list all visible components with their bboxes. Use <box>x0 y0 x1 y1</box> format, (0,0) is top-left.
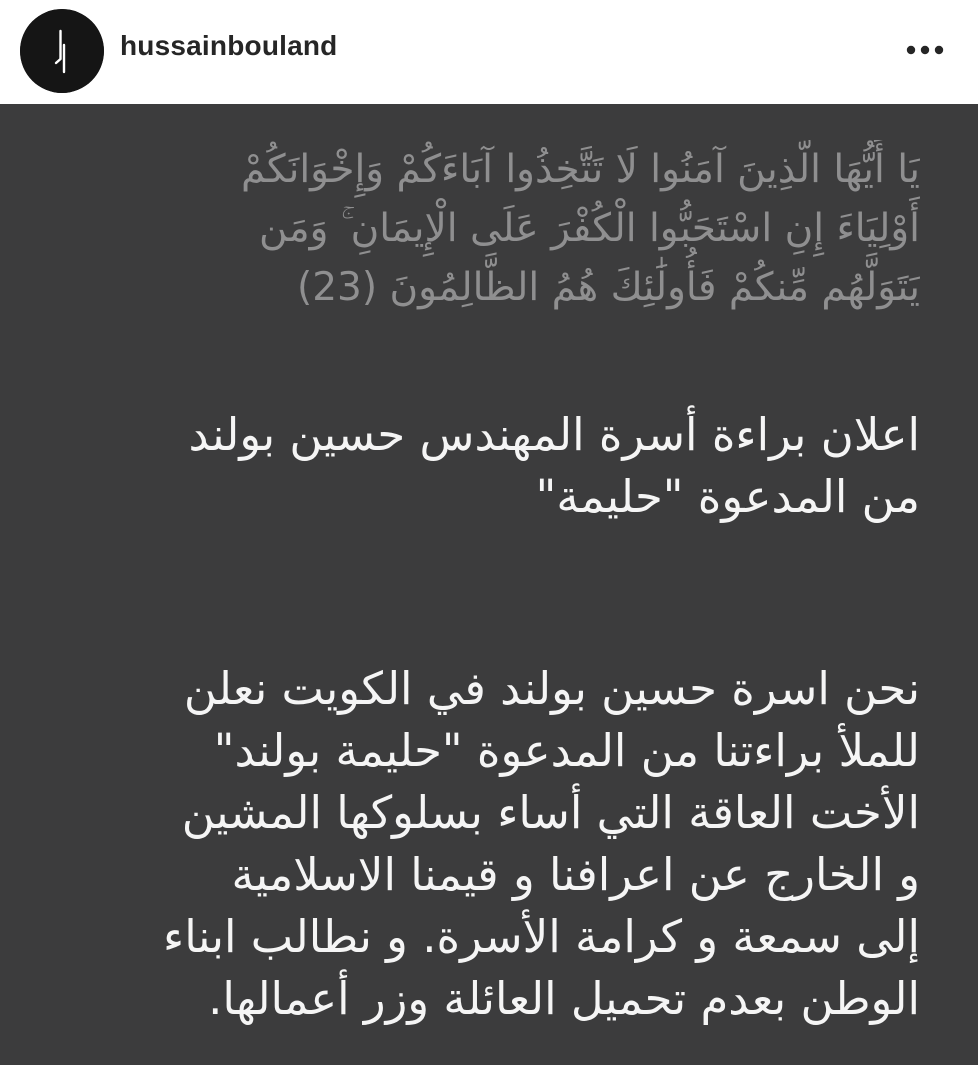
verse-line: يَا أَيُّهَا الَّذِينَ آمَنُوا لَا تَتَّخِذُوا آبَاءَكُمْ وَإِخْوَانَكُمْ <box>241 147 920 192</box>
announcement-heading <box>40 404 920 528</box>
heading-line: اعلان براءة أسرة المهندس حسين بولند <box>188 408 920 461</box>
body-line: نحن اسرة حسين بولند في الكويت نعلن <box>183 662 920 715</box>
quran-verse <box>40 140 920 317</box>
profile-avatar[interactable] <box>20 9 104 93</box>
heading-line: من المدعوة "حليمة" <box>535 470 920 523</box>
body-line: الوطن بعدم تحميل العائلة وزر أعمالها. <box>208 972 920 1025</box>
announcement-body <box>40 658 920 1030</box>
body-line: للملأ براءتنا من المدعوة "حليمة بولند" <box>213 724 920 777</box>
body-line: إلى سمعة و كرامة الأسرة. و نطالب ابناء <box>163 910 920 963</box>
body-line: الأخت العاقة التي أساء بسلوكها المشين <box>181 786 920 839</box>
post-image[interactable] <box>0 104 978 1065</box>
logo-avatar-icon <box>20 9 104 93</box>
more-options-icon <box>894 28 956 72</box>
verse-line: يَتَوَلَّهُم مِّنكُمْ فَأُولَٰئِكَ هُمُ الظَّالِمُونَ (23) <box>296 265 920 310</box>
more-options-button[interactable] <box>894 28 956 72</box>
post-header <box>0 0 978 104</box>
username-link[interactable]: hussainbouland <box>120 30 338 61</box>
body-line: و الخارج عن اعرافنا و قيمنا الاسلامية <box>231 848 920 901</box>
verse-line: أَوْلِيَاءَ إِنِ اسْتَحَبُّوا الْكُفْرَ عَلَى الْإِيمَانِ ۚ وَمَن <box>259 206 920 251</box>
